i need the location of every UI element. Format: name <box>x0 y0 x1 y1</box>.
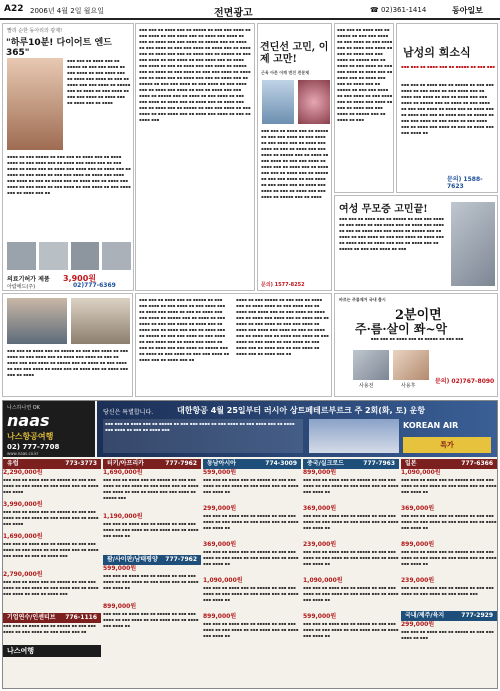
tour-text: ▪▪▪ ▪▪▪ ▪▪ ▪▪▪▪ ▪▪▪ ▪▪ ▪▪▪▪▪ ▪▪ ▪▪▪ ▪▪▪ ▪▪▪▪ ▪▪ ▪▪▪ ▪▪▪▪ ▪▪ ▪▪▪ ▪▪▪▪ ▪▪▪ <box>401 585 494 596</box>
price: 599,000원 <box>203 469 237 476</box>
tour-text: ▪▪▪ ▪▪▪ ▪▪ ▪▪▪▪ ▪▪▪ ▪▪ ▪▪▪▪▪ ▪▪ ▪▪▪ ▪▪▪ ▪▪▪▪ ▪▪ ▪▪▪ ▪▪▪▪ ▪▪ ▪▪▪ ▪▪▪▪ ▪▪▪ ▪▪ ▪▪▪▪ ▪▪▪ ▪▪▪▪ ▪▪ <box>203 621 299 638</box>
price: 2,790,000원 <box>3 571 43 578</box>
hair-text: ▪▪▪ ▪▪▪ ▪▪ ▪▪▪▪ ▪▪▪ ▪▪ ▪▪▪▪▪ ▪▪ ▪▪▪ ▪▪▪ ▪▪▪▪ ▪▪ ▪▪▪ ▪▪▪▪ ▪▪ ▪▪▪ ▪▪▪▪ ▪▪▪ ▪▪ ▪▪▪▪ ▪▪▪ ▪▪▪▪ ▪▪ ▪▪▪ ▪▪ ▪▪▪▪ ▪▪▪ ▪▪▪ ▪▪▪▪ ▪▪ ▪▪▪▪▪ ▪▪▪ ▪▪ ▪▪▪▪ ▪▪ ▪▪▪ ▪▪▪▪ ▪▪ ▪▪▪ ▪▪▪ ▪▪▪▪ ▪▪ ▪▪▪▪ ▪▪▪ ▪▪ ▪▪▪▪ ▪▪▪ ▪▪ ▪▪▪▪ ▪▪▪ ▪▪▪ ▪▪ ▪▪▪▪ ▪▪▪ ▪▪ ▪▪▪▪▪ ▪▪ ▪▪▪ ▪▪▪ ▪▪▪▪ ▪▪ ▪▪▪ ▪▪▪▪ ▪▪ ▪▪▪ ▪▪▪▪ ▪▪▪ ▪▪ ▪▪▪▪ ▪▪▪ ▪▪▪▪ ▪▪ ▪▪▪ ▪▪ ▪▪▪▪ ▪▪▪ ▪▪▪ ▪▪▪▪ ▪▪ <box>401 82 494 135</box>
diet-phone: 02)777-6369 <box>73 282 116 289</box>
product-photo <box>102 242 131 270</box>
price: 369,000원 <box>203 541 237 548</box>
tour-text: ▪▪▪ ▪▪▪ ▪▪ ▪▪▪▪ ▪▪▪ ▪▪ ▪▪▪▪▪ ▪▪ ▪▪▪ ▪▪▪ ▪▪▪▪ ▪▪ ▪▪▪ ▪▪▪▪ ▪▪ ▪▪▪ ▪▪▪▪ ▪▪▪ ▪▪ ▪▪▪▪ ▪▪▪ ▪▪▪▪ ▪▪ <box>103 573 199 590</box>
section-phone: 776-1116 <box>65 614 97 621</box>
naas-logo: naas <box>7 411 50 430</box>
wrinkle-headline: 2분이면 <box>395 308 442 323</box>
header-phone: ☎ 02)361-1414 <box>370 6 427 14</box>
product-photo <box>39 242 68 270</box>
section-phone: 777-7962 <box>165 556 197 563</box>
hair-headline: 남성의 희소식 <box>403 46 471 59</box>
section-phone: 777-7962 <box>165 460 197 467</box>
tour-text: ▪▪▪ ▪▪▪ ▪▪ ▪▪▪▪ ▪▪▪ ▪▪ ▪▪▪▪▪ ▪▪ ▪▪▪ ▪▪▪ ▪▪▪▪ ▪▪ ▪▪▪ ▪▪▪▪ ▪▪ ▪▪▪ ▪▪▪▪ ▪▪▪ ▪▪ ▪▪▪▪ ▪▪▪ ▪▪▪▪ ▪▪ <box>303 621 399 638</box>
section-band <box>303 459 399 469</box>
price: 899,000원 <box>103 603 137 610</box>
section-name: 중국/실크로드 <box>307 460 344 467</box>
section-phone: 777-2929 <box>461 612 493 619</box>
after-label: 사용후 <box>401 383 416 389</box>
banner-title: 대한항공 4월 25일부터 러시아 상트페테르부르크 주 2회(화, 토) 운항 <box>177 406 426 415</box>
price: 2,290,000원 <box>3 469 43 476</box>
section-name: 괌/사이판/남태평양 <box>107 556 158 563</box>
fitness-photo <box>71 298 130 344</box>
price: 299,000원 <box>401 621 435 628</box>
palace-photo <box>309 419 399 453</box>
naas-logo-block <box>3 401 95 457</box>
tour-text: ▪▪▪ ▪▪▪ ▪▪ ▪▪▪▪ ▪▪▪ ▪▪ ▪▪▪▪▪ ▪▪ ▪▪▪ ▪▪▪ ▪▪▪▪ ▪▪ ▪▪▪ ▪▪▪▪ ▪▪ ▪▪▪ ▪▪▪▪ ▪▪▪ ▪▪ ▪▪▪▪ ▪▪▪ ▪▪▪▪ <box>3 477 99 494</box>
tour-text: ▪▪▪ ▪▪▪ ▪▪ ▪▪▪▪ ▪▪▪ ▪▪ ▪▪▪▪▪ ▪▪ ▪▪▪ ▪▪▪ ▪▪▪▪ ▪▪ ▪▪▪ ▪▪▪▪ ▪▪ ▪▪▪ ▪▪▪▪ ▪▪▪ ▪▪ ▪▪▪▪ ▪▪▪ ▪▪▪▪ ▪▪ <box>203 585 299 602</box>
paper-name: 동아일보 <box>452 5 483 15</box>
price: 3,990,000원 <box>3 501 43 508</box>
page-header <box>0 0 500 20</box>
price: 1,190,000원 <box>103 513 143 520</box>
tour-text: ▪▪▪ ▪▪▪ ▪▪ ▪▪▪▪ ▪▪▪ ▪▪ ▪▪▪▪▪ ▪▪ ▪▪▪ ▪▪▪ ▪▪▪▪ ▪▪ ▪▪▪ ▪▪▪▪ ▪▪ ▪▪▪ ▪▪▪▪ ▪▪▪ ▪▪ ▪▪▪▪ ▪▪▪ ▪▪▪▪ <box>3 509 99 526</box>
price: 369,000원 <box>401 505 435 512</box>
price: 899,000원 <box>203 613 237 620</box>
price: 899,000원 <box>303 469 337 476</box>
tour-text: ▪▪▪ ▪▪▪ ▪▪ ▪▪▪▪ ▪▪▪ ▪▪ ▪▪▪▪▪ ▪▪ ▪▪▪ ▪▪▪ ▪▪▪▪ ▪▪ ▪▪▪ ▪▪▪▪ ▪▪ ▪▪▪ ▪▪▪▪ ▪▪▪ ▪▪ ▪▪▪▪ ▪▪▪ ▪▪▪▪ ▪▪ ▪▪▪ ▪▪ ▪▪▪▪ ▪▪▪ <box>3 541 99 558</box>
middle-article-text: ▪▪▪ ▪▪▪ ▪▪ ▪▪▪▪ ▪▪▪ ▪▪ ▪▪▪▪▪ ▪▪ ▪▪▪ ▪▪▪ ▪▪▪▪ ▪▪ ▪▪▪ ▪▪▪▪ ▪▪ ▪▪▪ ▪▪▪▪ ▪▪▪ ▪▪ ▪▪▪▪ ▪▪▪ ▪▪▪▪ ▪▪ ▪▪▪ ▪▪ ▪▪▪▪ ▪▪▪ ▪▪▪ ▪▪▪▪ ▪▪ ▪▪▪▪▪ ▪▪▪ ▪▪ ▪▪▪▪ ▪▪ ▪▪▪ ▪▪▪▪ ▪▪ ▪▪▪ ▪▪▪ ▪▪▪▪ ▪▪ ▪▪▪▪ ▪▪▪ ▪▪ ▪▪▪▪ ▪▪▪ ▪▪ ▪▪▪▪ ▪▪▪ ▪▪▪ ▪▪ ▪▪▪▪ ▪▪▪ ▪▪ ▪▪▪▪▪ ▪▪ ▪▪▪ ▪▪▪ ▪▪▪▪ ▪▪ ▪▪▪ ▪▪▪▪ ▪▪ ▪▪▪ ▪▪▪▪ ▪▪▪ ▪▪ ▪▪▪▪ ▪▪▪ ▪▪▪▪ ▪▪ ▪▪▪ ▪▪ ▪▪▪▪ ▪▪▪ ▪▪▪ ▪▪▪▪ ▪▪ ▪▪▪▪▪ ▪▪▪ ▪▪ ▪▪▪▪ ▪▪ ▪▪▪ <box>337 27 393 122</box>
banner-intro: 당신은 특별합니다. <box>103 409 154 416</box>
airline-logo: KOREAN AIR <box>403 421 459 430</box>
section-band <box>3 613 101 623</box>
wrinkle-sub: ▪▪▪ ▪▪▪ ▪▪ ▪▪▪▪ ▪▪▪ ▪▪ ▪▪▪▪▪ ▪▪ ▪▪▪ ▪▪▪ <box>370 336 464 341</box>
section-name: 유럽 <box>7 460 19 467</box>
section-band <box>103 459 201 469</box>
female-headline: 여성 무모증 고민끝! <box>339 204 428 215</box>
section-name: 기업연수/인센티브 <box>7 614 56 621</box>
footer-brand: 나스여행 <box>3 645 101 657</box>
price: 239,000원 <box>303 541 337 548</box>
shoulder-ad <box>257 23 332 291</box>
price: 599,000원 <box>103 565 137 572</box>
section-name: 일본 <box>405 460 417 467</box>
diet-tagline: 빨리 순한 동아리의 광제! <box>7 28 63 34</box>
tour-text: ▪▪▪ ▪▪▪ ▪▪ ▪▪▪▪ ▪▪▪ ▪▪ ▪▪▪▪▪ ▪▪ ▪▪▪ ▪▪▪ ▪▪▪▪ ▪▪ ▪▪▪ ▪▪▪▪ ▪▪ ▪▪▪ ▪▪▪▪ ▪▪▪ ▪▪ ▪▪▪▪ ▪▪▪ ▪▪▪▪ ▪▪ <box>203 549 299 566</box>
product-photo <box>7 242 36 270</box>
lower-article-col1: ▪▪▪ ▪▪▪ ▪▪ ▪▪▪▪ ▪▪▪ ▪▪ ▪▪▪▪▪ ▪▪ ▪▪▪ ▪▪▪ ▪▪▪▪ ▪▪ ▪▪▪ ▪▪▪▪ ▪▪ ▪▪▪ ▪▪▪▪ ▪▪▪ ▪▪ ▪▪▪▪ ▪▪▪ ▪▪▪▪ ▪▪ ▪▪▪ ▪▪ ▪▪▪▪ ▪▪▪ ▪▪▪ ▪▪▪▪ ▪▪ ▪▪▪▪▪ ▪▪▪ ▪▪ ▪▪▪▪ ▪▪ ▪▪▪ ▪▪▪▪ ▪▪ ▪▪▪ ▪▪▪ ▪▪▪▪ ▪▪ ▪▪▪▪ ▪▪▪ ▪▪ ▪▪▪▪ ▪▪▪ ▪▪ ▪▪▪▪ ▪▪▪ ▪▪▪ ▪▪ ▪▪▪▪ ▪▪▪ ▪▪ ▪▪▪▪▪ ▪▪ ▪▪▪ ▪▪▪ ▪▪▪▪ ▪▪ ▪▪▪ ▪▪▪▪ ▪▪ ▪▪▪ ▪▪▪▪ ▪▪▪ ▪▪ ▪▪▪▪ ▪▪▪ ▪▪▪▪ ▪▪ ▪▪▪ ▪▪ ▪▪▪▪ ▪▪▪ ▪▪▪ ▪▪▪▪ ▪▪ ▪▪▪▪▪ ▪▪▪ ▪▪ ▪▪▪▪ ▪▪ ▪▪▪ ▪▪▪▪ ▪▪ ▪▪▪ ▪▪▪ ▪▪▪▪ ▪▪ ▪▪▪▪ ▪▪▪ ▪▪ ▪▪▪▪ ▪▪▪ ▪▪ <box>139 297 230 362</box>
price: 369,000원 <box>303 505 337 512</box>
price: 1,090,000원 <box>303 577 343 584</box>
section-phone: 777-7963 <box>363 460 395 467</box>
tour-text: ▪▪▪ ▪▪▪ ▪▪ ▪▪▪▪ ▪▪▪ ▪▪ ▪▪▪▪▪ ▪▪ ▪▪▪ ▪▪▪ ▪▪▪▪ ▪▪ ▪▪▪ ▪▪▪▪ ▪▪ ▪▪▪ ▪▪▪▪ ▪▪▪ ▪▪ ▪▪▪▪ ▪▪▪ ▪▪▪▪ ▪▪ <box>401 513 497 530</box>
price: 1,090,000원 <box>401 469 441 476</box>
tour-text: ▪▪▪ ▪▪▪ ▪▪ ▪▪▪▪ ▪▪▪ ▪▪ ▪▪▪▪▪ ▪▪ ▪▪▪ ▪▪▪ ▪▪▪▪ ▪▪ ▪▪▪ ▪▪▪▪ ▪▪ ▪▪▪ ▪▪▪▪ ▪▪▪ ▪▪ ▪▪▪▪ ▪▪▪ ▪▪▪▪ ▪▪ <box>401 549 497 566</box>
diet-price: 3,900원 <box>63 274 97 283</box>
page-number: A22 <box>4 4 24 14</box>
section-name: 국내/제주/육지 <box>405 612 445 619</box>
fitness-ad <box>2 293 133 397</box>
wrinkle-kicker: 바르는 주름제거 국내 출시 <box>339 297 386 302</box>
section-phone: 774-3009 <box>265 460 297 467</box>
female-photo <box>451 202 495 286</box>
travel-ad <box>2 400 498 689</box>
section-band <box>3 459 101 469</box>
female-ad <box>334 195 498 291</box>
tour-text: ▪▪▪ ▪▪▪ ▪▪ ▪▪▪▪ ▪▪▪ ▪▪ ▪▪▪▪▪ ▪▪ ▪▪▪ ▪▪▪ ▪▪▪▪ ▪▪ ▪▪▪ ▪▪▪▪ ▪▪ ▪▪▪ ▪▪▪▪ ▪▪▪ ▪▪ ▪▪▪▪ ▪▪▪ ▪▪▪▪ ▪▪ <box>401 477 497 494</box>
tour-text: ▪▪▪ ▪▪▪ ▪▪ ▪▪▪▪ ▪▪▪ ▪▪ ▪▪▪▪▪ ▪▪ ▪▪▪ ▪▪▪ ▪▪▪▪ ▪▪ ▪▪▪ ▪▪▪▪ ▪▪ ▪▪▪ ▪▪▪▪ ▪▪▪ ▪▪ ▪▪▪▪ ▪▪▪ ▪▪▪▪ ▪▪ ▪▪▪ ▪▪ ▪▪▪▪ ▪▪▪ <box>3 579 99 596</box>
tour-text: ▪▪▪ ▪▪▪ ▪▪ ▪▪▪▪ ▪▪▪ ▪▪ ▪▪▪▪▪ ▪▪ ▪▪▪ ▪▪▪ ▪▪▪▪ ▪▪ ▪▪▪ ▪▪▪▪ ▪▪ ▪▪▪ ▪▪▪▪ ▪▪▪ ▪▪ ▪▪▪▪ ▪▪▪ ▪▪▪▪ ▪▪ <box>303 477 399 494</box>
after-photo <box>393 350 429 380</box>
tour-text: ▪▪▪ ▪▪▪ ▪▪ ▪▪▪▪ ▪▪▪ ▪▪ ▪▪▪▪▪ ▪▪ ▪▪▪ ▪▪▪ ▪▪▪▪ ▪▪ ▪▪▪ ▪▪▪▪ ▪▪ ▪▪▪ ▪▪▪▪ ▪▪▪ ▪▪ ▪▪▪▪ ▪▪▪ ▪▪▪▪ ▪▪ <box>203 513 299 530</box>
before-photo <box>353 350 389 380</box>
shoulder-chart <box>298 80 330 124</box>
travel-col-3 <box>203 459 301 688</box>
section-name: 터키/아프리카 <box>107 460 144 467</box>
tour-text: ▪▪▪ ▪▪▪ ▪▪ ▪▪▪▪ ▪▪▪ ▪▪ ▪▪▪▪▪ ▪▪ ▪▪▪ ▪▪▪ ▪▪▪▪ ▪▪ ▪▪▪ ▪▪▪▪ ▪▪ ▪▪▪ ▪▪▪▪ ▪▪▪ ▪▪ ▪▪▪▪ ▪▪▪ ▪▪▪▪ ▪▪ <box>303 549 399 566</box>
tour-text: ▪▪▪ ▪▪▪ ▪▪ ▪▪▪▪ ▪▪▪ ▪▪ ▪▪▪▪▪ ▪▪ ▪▪▪ ▪▪▪ ▪▪▪▪ ▪▪ ▪▪▪ ▪▪▪▪ ▪▪ ▪▪▪ ▪▪▪▪ ▪▪▪ ▪▪ <box>3 623 96 634</box>
hair-phone: 문의) 1588-7623 <box>447 176 483 190</box>
wrinkle-ad <box>334 293 498 397</box>
wrinkle-phone: 문의) 02)767-8090 <box>435 378 495 385</box>
middle-article <box>334 23 394 193</box>
price: 599,000원 <box>303 613 337 620</box>
fitness-text: ▪▪▪ ▪▪▪ ▪▪ ▪▪▪▪ ▪▪▪ ▪▪ ▪▪▪▪▪ ▪▪ ▪▪▪ ▪▪▪ ▪▪▪▪ ▪▪ ▪▪▪ ▪▪▪▪ ▪▪ ▪▪▪ ▪▪▪▪ ▪▪▪ ▪▪ ▪▪▪▪ ▪▪▪ ▪▪▪▪ ▪▪ ▪▪▪ ▪▪ ▪▪▪▪ ▪▪▪ ▪▪▪ ▪▪▪▪ ▪▪ ▪▪▪▪▪ ▪▪▪ ▪▪ ▪▪▪▪ ▪▪ ▪▪▪ ▪▪▪▪ ▪▪ ▪▪▪ ▪▪▪ ▪▪▪▪ ▪▪ ▪▪▪▪ ▪▪▪ ▪▪ ▪▪▪▪ ▪▪▪ ▪▪ ▪▪▪▪ ▪▪▪ ▪▪▪ ▪▪ ▪▪▪▪ <box>7 348 128 377</box>
lower-article <box>135 293 332 397</box>
lower-article-col2: ▪▪▪▪ ▪▪ ▪▪▪ ▪▪▪▪▪ ▪▪ ▪▪▪ ▪▪▪ ▪▪ ▪▪▪▪ ▪▪▪ ▪▪ ▪▪▪▪ ▪▪▪▪ ▪▪ ▪▪▪ ▪▪▪▪ ▪▪▪ ▪▪ ▪▪▪▪ ▪▪▪ ▪▪▪▪ ▪▪▪ ▪▪ ▪▪▪ ▪▪▪▪ ▪▪ ▪▪▪▪ ▪▪▪ ▪▪ ▪▪▪▪ ▪▪▪ ▪▪▪▪ ▪▪▪ ▪▪ ▪▪▪▪ ▪▪▪ ▪▪ ▪▪▪▪ ▪▪ ▪▪▪ ▪▪▪▪ ▪▪ ▪▪▪ ▪▪▪ ▪▪▪▪ ▪▪ ▪▪▪▪ ▪▪▪ ▪▪▪▪ ▪▪▪ ▪▪▪▪ ▪▪ ▪▪▪ ▪▪ ▪▪▪▪ ▪▪▪ ▪▪ ▪▪▪▪ ▪▪▪ ▪▪ ▪▪▪▪ ▪▪▪ ▪▪▪▪ ▪▪ ▪▪▪ ▪▪▪▪ ▪▪ ▪▪▪ ▪▪▪▪ ▪▪ ▪▪▪ ▪▪▪▪ ▪▪ ▪▪▪ ▪▪▪▪ ▪▪▪ ▪▪ ▪▪▪▪ ▪▪▪ ▪▪ ▪▪▪ ▪▪▪▪ ▪▪ ▪▪▪▪ ▪▪▪ ▪▪ ▪▪▪▪ ▪▪▪ ▪▪ <box>236 297 329 356</box>
price: 239,000원 <box>401 577 435 584</box>
female-text: ▪▪▪ ▪▪▪ ▪▪ ▪▪▪▪ ▪▪▪ ▪▪ ▪▪▪▪▪ ▪▪ ▪▪▪ ▪▪▪ ▪▪▪▪ ▪▪ ▪▪▪ ▪▪▪▪ ▪▪ ▪▪▪ ▪▪▪▪ ▪▪▪ ▪▪ ▪▪▪▪ ▪▪▪ ▪▪▪▪ ▪▪ ▪▪▪ ▪▪ ▪▪▪▪ ▪▪▪ ▪▪▪ ▪▪▪▪ ▪▪ ▪▪▪▪▪ ▪▪▪ ▪▪ ▪▪▪▪ ▪▪ ▪▪▪ ▪▪▪▪ ▪▪ ▪▪▪ ▪▪▪ ▪▪▪▪ ▪▪ ▪▪▪▪ ▪▪▪ ▪▪ ▪▪▪▪ ▪▪▪ ▪▪ ▪▪▪▪ ▪▪▪ ▪▪▪ ▪▪ ▪▪▪▪ ▪▪▪ ▪▪ ▪▪▪▪▪ ▪▪ ▪▪▪ ▪▪▪ ▪▪▪▪ ▪▪ ▪▪▪ <box>339 216 444 251</box>
section-phone: 773-3773 <box>65 460 97 467</box>
banner-price-text: ▪▪▪ ▪▪▪ ▪▪ ▪▪▪▪ ▪▪▪ ▪▪ ▪▪▪▪▪ ▪▪ ▪▪▪ ▪▪▪ ▪▪▪▪ ▪▪ ▪▪▪ ▪▪▪▪ ▪▪ ▪▪▪ ▪▪▪▪ ▪▪▪ ▪▪ ▪▪▪▪ ▪▪▪ ▪▪▪▪ ▪▪ ▪▪▪ ▪▪ ▪▪▪▪ ▪▪▪ <box>105 421 295 432</box>
naas-brand-kr: 나스항공여행 <box>7 432 54 441</box>
hair-ad <box>396 23 498 193</box>
diet-product: 의료기허가 제품 <box>7 276 50 283</box>
diet-article <box>135 23 255 291</box>
shoulder-sub: 근육 아픈 어깨 엔진 전문제 <box>261 70 310 75</box>
diet-site: 아람에드(주) <box>7 284 36 290</box>
shoulder-phone: 문의) 1577-8252 <box>261 282 305 288</box>
model-photo <box>7 58 63 150</box>
price: 899,000원 <box>401 541 435 548</box>
shoulder-photo <box>262 80 294 124</box>
before-label: 사용전 <box>359 383 374 389</box>
product-photos <box>7 242 131 270</box>
naas-tag: 나스하나면 OK <box>7 405 40 411</box>
banner-price-panel <box>103 419 303 453</box>
diet-body-text: ▪▪▪ ▪▪▪ ▪▪ ▪▪▪▪ ▪▪▪ ▪▪ ▪▪▪▪▪ ▪▪ ▪▪▪ ▪▪▪ ▪▪▪▪ ▪▪ ▪▪▪ ▪▪▪▪ ▪▪ ▪▪▪ ▪▪▪▪ ▪▪▪ ▪▪ ▪▪▪▪ ▪▪▪ ▪▪▪▪ ▪▪ ▪▪▪ ▪▪ ▪▪▪▪ ▪▪▪ ▪▪▪ ▪▪▪▪ ▪▪ ▪▪▪▪▪ ▪▪▪ ▪▪ ▪▪▪▪ ▪▪ ▪▪▪ ▪▪▪▪ ▪▪ ▪▪▪ ▪▪▪ ▪▪▪▪ ▪▪ ▪▪▪▪ ▪▪▪ ▪▪ ▪▪▪▪ ▪▪▪ ▪▪ ▪▪▪▪ <box>67 58 131 105</box>
shoulder-text: ▪▪▪ ▪▪▪ ▪▪ ▪▪▪▪ ▪▪▪ ▪▪ ▪▪▪▪▪ ▪▪ ▪▪▪ ▪▪▪ ▪▪▪▪ ▪▪ ▪▪▪ ▪▪▪▪ ▪▪ ▪▪▪ ▪▪▪▪ ▪▪▪ ▪▪ ▪▪▪▪ ▪▪▪ ▪▪▪▪ ▪▪ ▪▪▪ ▪▪ ▪▪▪▪ ▪▪▪ ▪▪▪ ▪▪▪▪ ▪▪ ▪▪▪▪▪ ▪▪▪ ▪▪ ▪▪▪▪ ▪▪ ▪▪▪ ▪▪▪▪ ▪▪ ▪▪▪ ▪▪▪ ▪▪▪▪ ▪▪ ▪▪▪▪ ▪▪▪ ▪▪ ▪▪▪▪ ▪▪▪ ▪▪ ▪▪▪▪ ▪▪▪ ▪▪▪ ▪▪ ▪▪▪▪ ▪▪▪ ▪▪ ▪▪▪▪▪ ▪▪ ▪▪▪ ▪▪▪ ▪▪▪▪ ▪▪ ▪▪▪ ▪▪▪▪ ▪▪ ▪▪▪ ▪▪▪▪ ▪▪▪ ▪▪ ▪▪▪▪ ▪▪▪ ▪▪▪▪ ▪▪ ▪▪▪ ▪▪ ▪▪▪▪ ▪▪▪ ▪▪▪ ▪▪▪▪ ▪▪ ▪▪▪▪▪ ▪▪▪ ▪▪ ▪▪▪▪ <box>261 128 329 199</box>
sale-badge: 특가 <box>403 437 491 453</box>
tour-text: ▪▪▪ ▪▪▪ ▪▪ ▪▪▪▪ ▪▪▪ ▪▪ ▪▪▪▪▪ ▪▪ ▪▪▪ ▪▪▪ ▪▪▪▪ ▪▪ ▪▪▪ ▪▪▪▪ ▪▪ ▪▪▪ ▪▪▪▪ ▪▪▪ ▪▪ ▪▪▪▪ ▪▪▪ ▪▪▪▪ ▪▪ <box>103 611 199 628</box>
diet-article-text: ▪▪▪ ▪▪▪ ▪▪ ▪▪▪▪ ▪▪▪ ▪▪ ▪▪▪▪▪ ▪▪ ▪▪▪ ▪▪▪ ▪▪▪▪ ▪▪ ▪▪▪ ▪▪▪▪ ▪▪ ▪▪▪ ▪▪▪▪ ▪▪▪ ▪▪ ▪▪▪▪ ▪▪▪ ▪▪▪▪ ▪▪ ▪▪▪ ▪▪ ▪▪▪▪ ▪▪▪ ▪▪▪ ▪▪▪▪ ▪▪ ▪▪▪▪▪ ▪▪▪ ▪▪ ▪▪▪▪ ▪▪ ▪▪▪ ▪▪▪▪ ▪▪ ▪▪▪ ▪▪▪ ▪▪▪▪ ▪▪ ▪▪▪▪ ▪▪▪ ▪▪ ▪▪▪▪ ▪▪▪ ▪▪ ▪▪▪▪ ▪▪▪ ▪▪▪ ▪▪ ▪▪▪▪ ▪▪▪ ▪▪ ▪▪▪▪▪ ▪▪ ▪▪▪ ▪▪▪ ▪▪▪▪ ▪▪ ▪▪▪ ▪▪▪▪ ▪▪ ▪▪▪ ▪▪▪▪ ▪▪▪ ▪▪ ▪▪▪▪ ▪▪▪ ▪▪▪▪ ▪▪ ▪▪▪ ▪▪ ▪▪▪▪ ▪▪▪ ▪▪▪ ▪▪▪▪ ▪▪ ▪▪▪▪▪ ▪▪▪ ▪▪ ▪▪▪▪ ▪▪ ▪▪▪ ▪▪▪▪ ▪▪ ▪▪▪ ▪▪▪ ▪▪▪▪ ▪▪ ▪▪▪▪ ▪▪▪ ▪▪ ▪▪▪▪ ▪▪▪ ▪▪ ▪▪▪▪ ▪▪▪ ▪▪▪ ▪▪ ▪▪▪▪ ▪▪▪ ▪▪ ▪▪▪▪▪ ▪▪ ▪▪▪ ▪▪▪ ▪▪▪▪ ▪▪ ▪▪▪ ▪▪▪▪ ▪▪ ▪▪▪ ▪▪▪▪ ▪▪▪ ▪▪ ▪▪▪▪ ▪▪▪ ▪▪▪▪ ▪▪ ▪▪▪ ▪▪ ▪▪▪▪ ▪▪▪ ▪▪▪ ▪▪▪▪ ▪▪ ▪▪▪▪▪ ▪▪▪ ▪▪ ▪▪▪▪ ▪▪ ▪▪▪ ▪▪▪▪ ▪▪ ▪▪▪ ▪▪▪ ▪▪▪▪ ▪▪ ▪▪▪▪ ▪▪▪ ▪▪ ▪▪▪▪ ▪▪▪ ▪▪ ▪▪▪▪ ▪▪▪ ▪▪▪ ▪▪ ▪▪▪▪ ▪▪▪ ▪▪ ▪▪▪▪▪ ▪▪ ▪▪▪ ▪▪▪ ▪▪▪▪ ▪▪ ▪▪▪ ▪▪▪▪ ▪▪ ▪▪▪ ▪▪▪▪ ▪▪▪ ▪▪ ▪▪▪▪ ▪▪▪ ▪▪▪▪ ▪▪ ▪▪▪ ▪▪ ▪▪▪▪ ▪▪▪ <box>139 27 251 122</box>
section-band <box>203 459 301 469</box>
tour-text: ▪▪▪ ▪▪▪ ▪▪ ▪▪▪▪ ▪▪▪ ▪▪ ▪▪▪▪▪ ▪▪ ▪▪▪ ▪▪▪ ▪▪▪▪ ▪▪ ▪▪▪ ▪▪▪▪ ▪▪ ▪▪▪ ▪▪▪▪ ▪▪▪ ▪▪ ▪▪▪▪ ▪▪▪ ▪▪▪▪ ▪▪ <box>103 521 199 538</box>
price: 1,690,000원 <box>103 469 143 476</box>
naas-url: www.naas.co.kr <box>7 451 39 456</box>
product-photo <box>71 242 100 270</box>
diet-ad <box>2 23 134 291</box>
naas-phone: 02) 777-7708 <box>7 443 60 451</box>
issue-date: 2006년 4월 2일 월요일 <box>30 7 104 15</box>
shoulder-headline: 견딘선 고민, 이제 고만! <box>260 42 329 65</box>
section-band <box>401 459 497 469</box>
tour-text: ▪▪▪ ▪▪▪ ▪▪ ▪▪▪▪ ▪▪▪ ▪▪ ▪▪▪▪▪ ▪▪ ▪▪▪ ▪▪▪ ▪▪▪▪ ▪▪ ▪▪▪ <box>401 629 494 640</box>
section-band <box>103 555 201 565</box>
travel-col-4 <box>303 459 399 688</box>
travel-col-2 <box>103 459 201 688</box>
section-name: 동남아시아 <box>207 460 236 467</box>
travel-col-1 <box>3 459 101 688</box>
tour-text: ▪▪▪ ▪▪▪ ▪▪ ▪▪▪▪ ▪▪▪ ▪▪ ▪▪▪▪▪ ▪▪ ▪▪▪ ▪▪▪ ▪▪▪▪ ▪▪ ▪▪▪ ▪▪▪▪ ▪▪ ▪▪▪ ▪▪▪▪ ▪▪▪ ▪▪ ▪▪▪▪ ▪▪▪ ▪▪▪▪ ▪▪ <box>303 585 399 602</box>
tour-text: ▪▪▪ ▪▪▪ ▪▪ ▪▪▪▪ ▪▪▪ ▪▪ ▪▪▪▪▪ ▪▪ ▪▪▪ ▪▪▪ ▪▪▪▪ ▪▪ ▪▪▪ ▪▪▪▪ ▪▪ ▪▪▪ ▪▪▪▪ ▪▪▪ ▪▪ ▪▪▪▪ ▪▪▪ ▪▪▪▪ ▪▪ <box>303 513 399 530</box>
travel-col-5 <box>401 459 497 688</box>
tour-text: ▪▪▪ ▪▪▪ ▪▪ ▪▪▪▪ ▪▪▪ ▪▪ ▪▪▪▪▪ ▪▪ ▪▪▪ ▪▪▪ ▪▪▪▪ ▪▪ ▪▪▪ ▪▪▪▪ ▪▪ ▪▪▪ ▪▪▪▪ ▪▪▪ ▪▪ ▪▪▪▪ ▪▪▪ ▪▪▪▪ ▪▪ ▪▪▪ ▪▪ ▪▪▪▪ ▪▪▪ ▪▪▪ ▪▪▪▪ ▪▪ ▪▪▪▪▪ ▪▪▪ <box>103 477 199 500</box>
diet-headline: "하루10분! 다이어트 엔드365" <box>6 38 112 58</box>
section-band <box>401 611 497 621</box>
price: 299,000원 <box>203 505 237 512</box>
section-phone: 777-6366 <box>461 460 493 467</box>
tour-text: ▪▪▪ ▪▪▪ ▪▪ ▪▪▪▪ ▪▪▪ ▪▪ ▪▪▪▪▪ ▪▪ ▪▪▪ ▪▪▪ ▪▪▪▪ ▪▪ ▪▪▪ ▪▪▪▪ ▪▪ ▪▪▪ ▪▪▪▪ ▪▪▪ ▪▪ ▪▪▪▪ ▪▪▪ ▪▪▪▪ ▪▪ <box>203 477 299 494</box>
wrinkle-headline-2: 주·름·살이 쫘~악 <box>355 322 448 336</box>
fitness-photo <box>7 298 67 344</box>
section-title: 전면광고 <box>214 8 253 19</box>
hair-subline: ▪▪▪ ▪▪▪ ▪▪ ▪▪▪▪ ▪▪▪ ▪▪ ▪▪▪▪▪ ▪▪ ▪▪▪ ▪▪▪ <box>401 64 495 69</box>
price: 1,090,000원 <box>203 577 243 584</box>
diet-description: ▪▪▪▪ ▪▪ ▪▪▪ ▪▪▪▪▪ ▪▪ ▪▪▪ ▪▪▪ ▪▪ ▪▪▪▪ ▪▪▪ ▪▪ ▪▪▪▪ ▪▪▪▪ ▪▪ ▪▪▪ ▪▪▪▪ ▪▪▪ ▪▪ ▪▪▪▪ ▪▪▪ ▪▪▪▪ ▪▪▪ ▪▪ ▪▪▪ ▪▪▪▪ ▪▪ ▪▪▪▪ ▪▪▪ ▪▪ ▪▪▪▪ ▪▪▪ ▪▪▪▪ ▪▪▪ ▪▪ ▪▪▪▪ ▪▪▪ ▪▪ ▪▪▪▪ ▪▪ ▪▪▪ ▪▪▪▪ ▪▪ ▪▪▪ ▪▪▪ ▪▪▪▪ ▪▪ ▪▪▪▪ ▪▪▪ ▪▪▪▪ ▪▪▪ ▪▪▪▪ ▪▪ ▪▪▪ ▪▪ ▪▪▪▪ ▪▪▪ ▪▪ ▪▪▪▪ ▪▪▪ ▪▪ ▪▪▪▪ ▪▪▪ ▪▪▪▪ ▪▪ ▪▪▪ ▪▪▪▪ ▪▪ ▪▪▪ ▪▪▪▪ ▪▪ ▪▪▪ ▪▪▪▪ ▪▪ ▪▪▪ ▪▪▪▪ ▪▪▪ ▪▪ ▪▪▪▪ ▪▪▪ ▪▪ <box>7 154 131 195</box>
price: 1,690,000원 <box>3 533 43 540</box>
travel-banner <box>97 401 497 457</box>
